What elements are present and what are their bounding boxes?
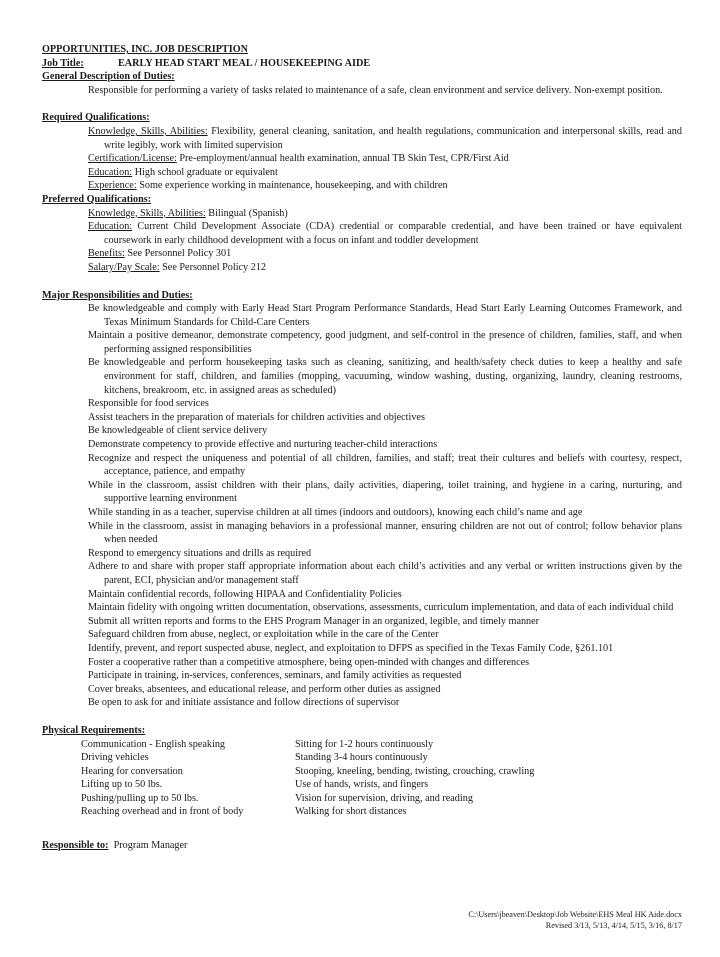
- footer-revision-dates: Revised 3/13, 5/13, 4/14, 5/15, 3/16, 8/17: [545, 920, 682, 930]
- duties-list: [42, 302, 682, 710]
- footer-file-path: C:\Users\jbeaven\Desktop\Job Website\EHS Meal HK Aide.docx: [468, 910, 682, 919]
- required-item-text: Pre-employment/annual health examination, annual TB Skin Test, CPR/First Aid: [176, 153, 509, 165]
- duty-item: Participate in training, in-services, conferences, seminars, and family activities as requested: [88, 670, 462, 682]
- document-title: OPPORTUNITIES, INC. JOB DESCRIPTION: [42, 44, 248, 55]
- responsible-to-line: [42, 839, 682, 853]
- required-item-text: Flexibility, general cleaning, sanitation, and health regulations, communication and interpersonal skills, read and write legibly, work with limited supervision: [104, 125, 682, 151]
- duty-item: Responsible for food services: [88, 398, 209, 410]
- physical-right-item: Standing 3-4 hours continuously: [295, 752, 428, 764]
- general-heading: General Description of Duties:: [42, 71, 175, 83]
- duty-item: Assist teachers in the preparation of materials for children activities and objectives: [88, 411, 425, 423]
- required-item: [42, 152, 682, 166]
- physical-left-item: Reaching overhead and in front of body: [81, 806, 244, 818]
- required-list: [42, 125, 682, 193]
- required-item-text: High school graduate or equivalent: [132, 166, 278, 178]
- required-item-label: Education:: [88, 166, 133, 178]
- preferred-item: [42, 207, 682, 221]
- preferred-item-label: Knowledge, Skills, Abilities:: [88, 207, 206, 219]
- duty-item: Recognize and respect the uniqueness and potential of all children, families, and staff; treat their cultures and beliefs with courtesy, respect, acceptance, patience, and empathy: [88, 452, 682, 478]
- physical-left-item: Hearing for conversation: [81, 765, 183, 777]
- physical-right-item: Vision for supervision, driving, and reading: [295, 792, 473, 804]
- duty-item: Be knowledgeable and comply with Early Head Start Program Performance Standards, Head Start Early Learning Outcomes Framework, and Texas Minimum Standards for Child-Care Centers: [88, 303, 682, 328]
- duty-item: Cover breaks, absentees, and educational release, and perform other duties as assigned: [88, 683, 441, 695]
- duty-item: Maintain a positive demeanor, demonstrate competency, good judgment, and self-control in the presence of children, families, staff, and when performing assigned responsibilities: [88, 330, 682, 355]
- required-item-label: Experience:: [88, 180, 137, 192]
- preferred-item: [42, 261, 682, 275]
- required-item: [42, 125, 682, 152]
- required-item-text: Some experience working in maintenance, housekeeping, and with children: [136, 180, 448, 192]
- preferred-list: [42, 207, 682, 275]
- physical-right-item: Walking for short distances: [295, 806, 407, 818]
- document-footer: [468, 910, 682, 931]
- duty-item: Respond to emergency situations and drills as required: [88, 547, 312, 559]
- required-item-label: Knowledge, Skills, Abilities:: [88, 125, 208, 137]
- duty-item: Safeguard children from abuse, neglect, or exploitation while in the care of the Center: [88, 629, 439, 641]
- duties-heading: Major Responsibilities and Duties:: [42, 289, 193, 301]
- physical-right-item: Sitting for 1-2 hours continuously: [295, 738, 434, 750]
- job-title-line: [42, 57, 682, 71]
- preferred-item: [42, 247, 682, 261]
- physical-heading: Physical Requirements:: [42, 724, 146, 736]
- duty-item: Demonstrate competency to provide effective and nurturing teacher-child interactions: [88, 439, 438, 451]
- job-title-value: EARLY HEAD START MEAL / HOUSEKEEPING AIDE: [118, 57, 371, 69]
- preferred-heading: Preferred Qualifications:: [42, 193, 152, 205]
- preferred-item-label: Benefits:: [88, 248, 125, 260]
- duty-item: Adhere to and share with proper staff appropriate information about each child’s activities and any verbal or written instructions given by the parent, ECI, physician and/or management staff: [88, 561, 682, 586]
- preferred-item: [42, 220, 682, 247]
- preferred-item-text: See Personnel Policy 301: [124, 248, 232, 260]
- preferred-item-text: See Personnel Policy 212: [159, 261, 266, 273]
- duty-item: While in the classroom, assist in managing behaviors in a professional manner, ensuring children are not out of control; follow behavior plans when needed: [88, 520, 682, 546]
- responsible-to-value: Program Manager: [113, 840, 188, 852]
- physical-left-item: Lifting up to 50 lbs.: [81, 779, 163, 791]
- required-item: [42, 166, 682, 180]
- duty-item: Submit all written reports and forms to the EHS Program Manager in an organized, legible, and timely manner: [88, 615, 540, 627]
- required-item-label: Certification/License:: [88, 153, 177, 165]
- duty-item: Maintain confidential records, following HIPAA and Confidentiality Policies: [88, 588, 402, 600]
- preferred-item-text: Bilingual (Spanish): [205, 207, 288, 219]
- physical-right-item: Stooping, kneeling, bending, twisting, crouching, crawling: [295, 765, 535, 777]
- job-title-label: Job Title:: [42, 57, 84, 69]
- responsible-to-label: Responsible to:: [42, 840, 109, 852]
- preferred-item-label: Salary/Pay Scale:: [88, 261, 160, 273]
- physical-left-item: Driving vehicles: [81, 752, 149, 764]
- physical-left-item: Communication - English speaking: [81, 738, 226, 750]
- duty-item: Be open to ask for and initiate assistance and follow directions of supervisor: [88, 697, 400, 709]
- general-description: Responsible for performing a variety of tasks related to maintenance of a safe, clean environment and service delivery. Non-exempt position.: [88, 84, 663, 96]
- required-heading: Required Qualifications:: [42, 112, 150, 124]
- duty-item: Foster a cooperative rather than a competitive atmosphere, being open-minded with changes and differences: [88, 656, 530, 668]
- duty-item: While in the classroom, assist children with their plans, daily activities, diapering, toilet training, and hygiene in a caring, nurturing, and supportive learning environment: [88, 479, 682, 505]
- preferred-item-text: Current Child Development Associate (CDA) credential or comparable credential, and have been trained or have equivalent coursework in early childhood development with a focus on infant and toddler development: [104, 221, 682, 246]
- duty-item: Be knowledgeable of client service delivery: [88, 425, 268, 437]
- physical-requirements-grid: [42, 738, 682, 820]
- duty-item: While standing in as a teacher, supervise children at all times (indoors and outdoors), knowing each child’s name and age: [88, 507, 583, 518]
- duty-item: Identify, prevent, and report suspected abuse, neglect, and exploitation to DFPS as specified in the Texas Family Code, §261.101: [88, 642, 614, 654]
- preferred-item-label: Education:: [88, 221, 133, 233]
- physical-left-item: Pushing/pulling up to 50 lbs.: [81, 792, 199, 804]
- physical-right-item: Use of hands, wrists, and fingers: [295, 779, 429, 791]
- duty-item: Be knowledgeable and perform housekeeping tasks such as cleaning, sanitizing, and health/safety check duties to keep a healthy and safe environment for staff, children, and families (mopping, vacuuming, window washing, dusting, organizing, laundry, cleaning restrooms, kitchens, breakroom, etc. in assigned areas as scheduled): [88, 357, 682, 396]
- duty-item: Maintain fidelity with ongoing written documentation, observations, assessments, curriculum implementation, and data of each individual child: [88, 602, 674, 614]
- required-item: [42, 179, 682, 193]
